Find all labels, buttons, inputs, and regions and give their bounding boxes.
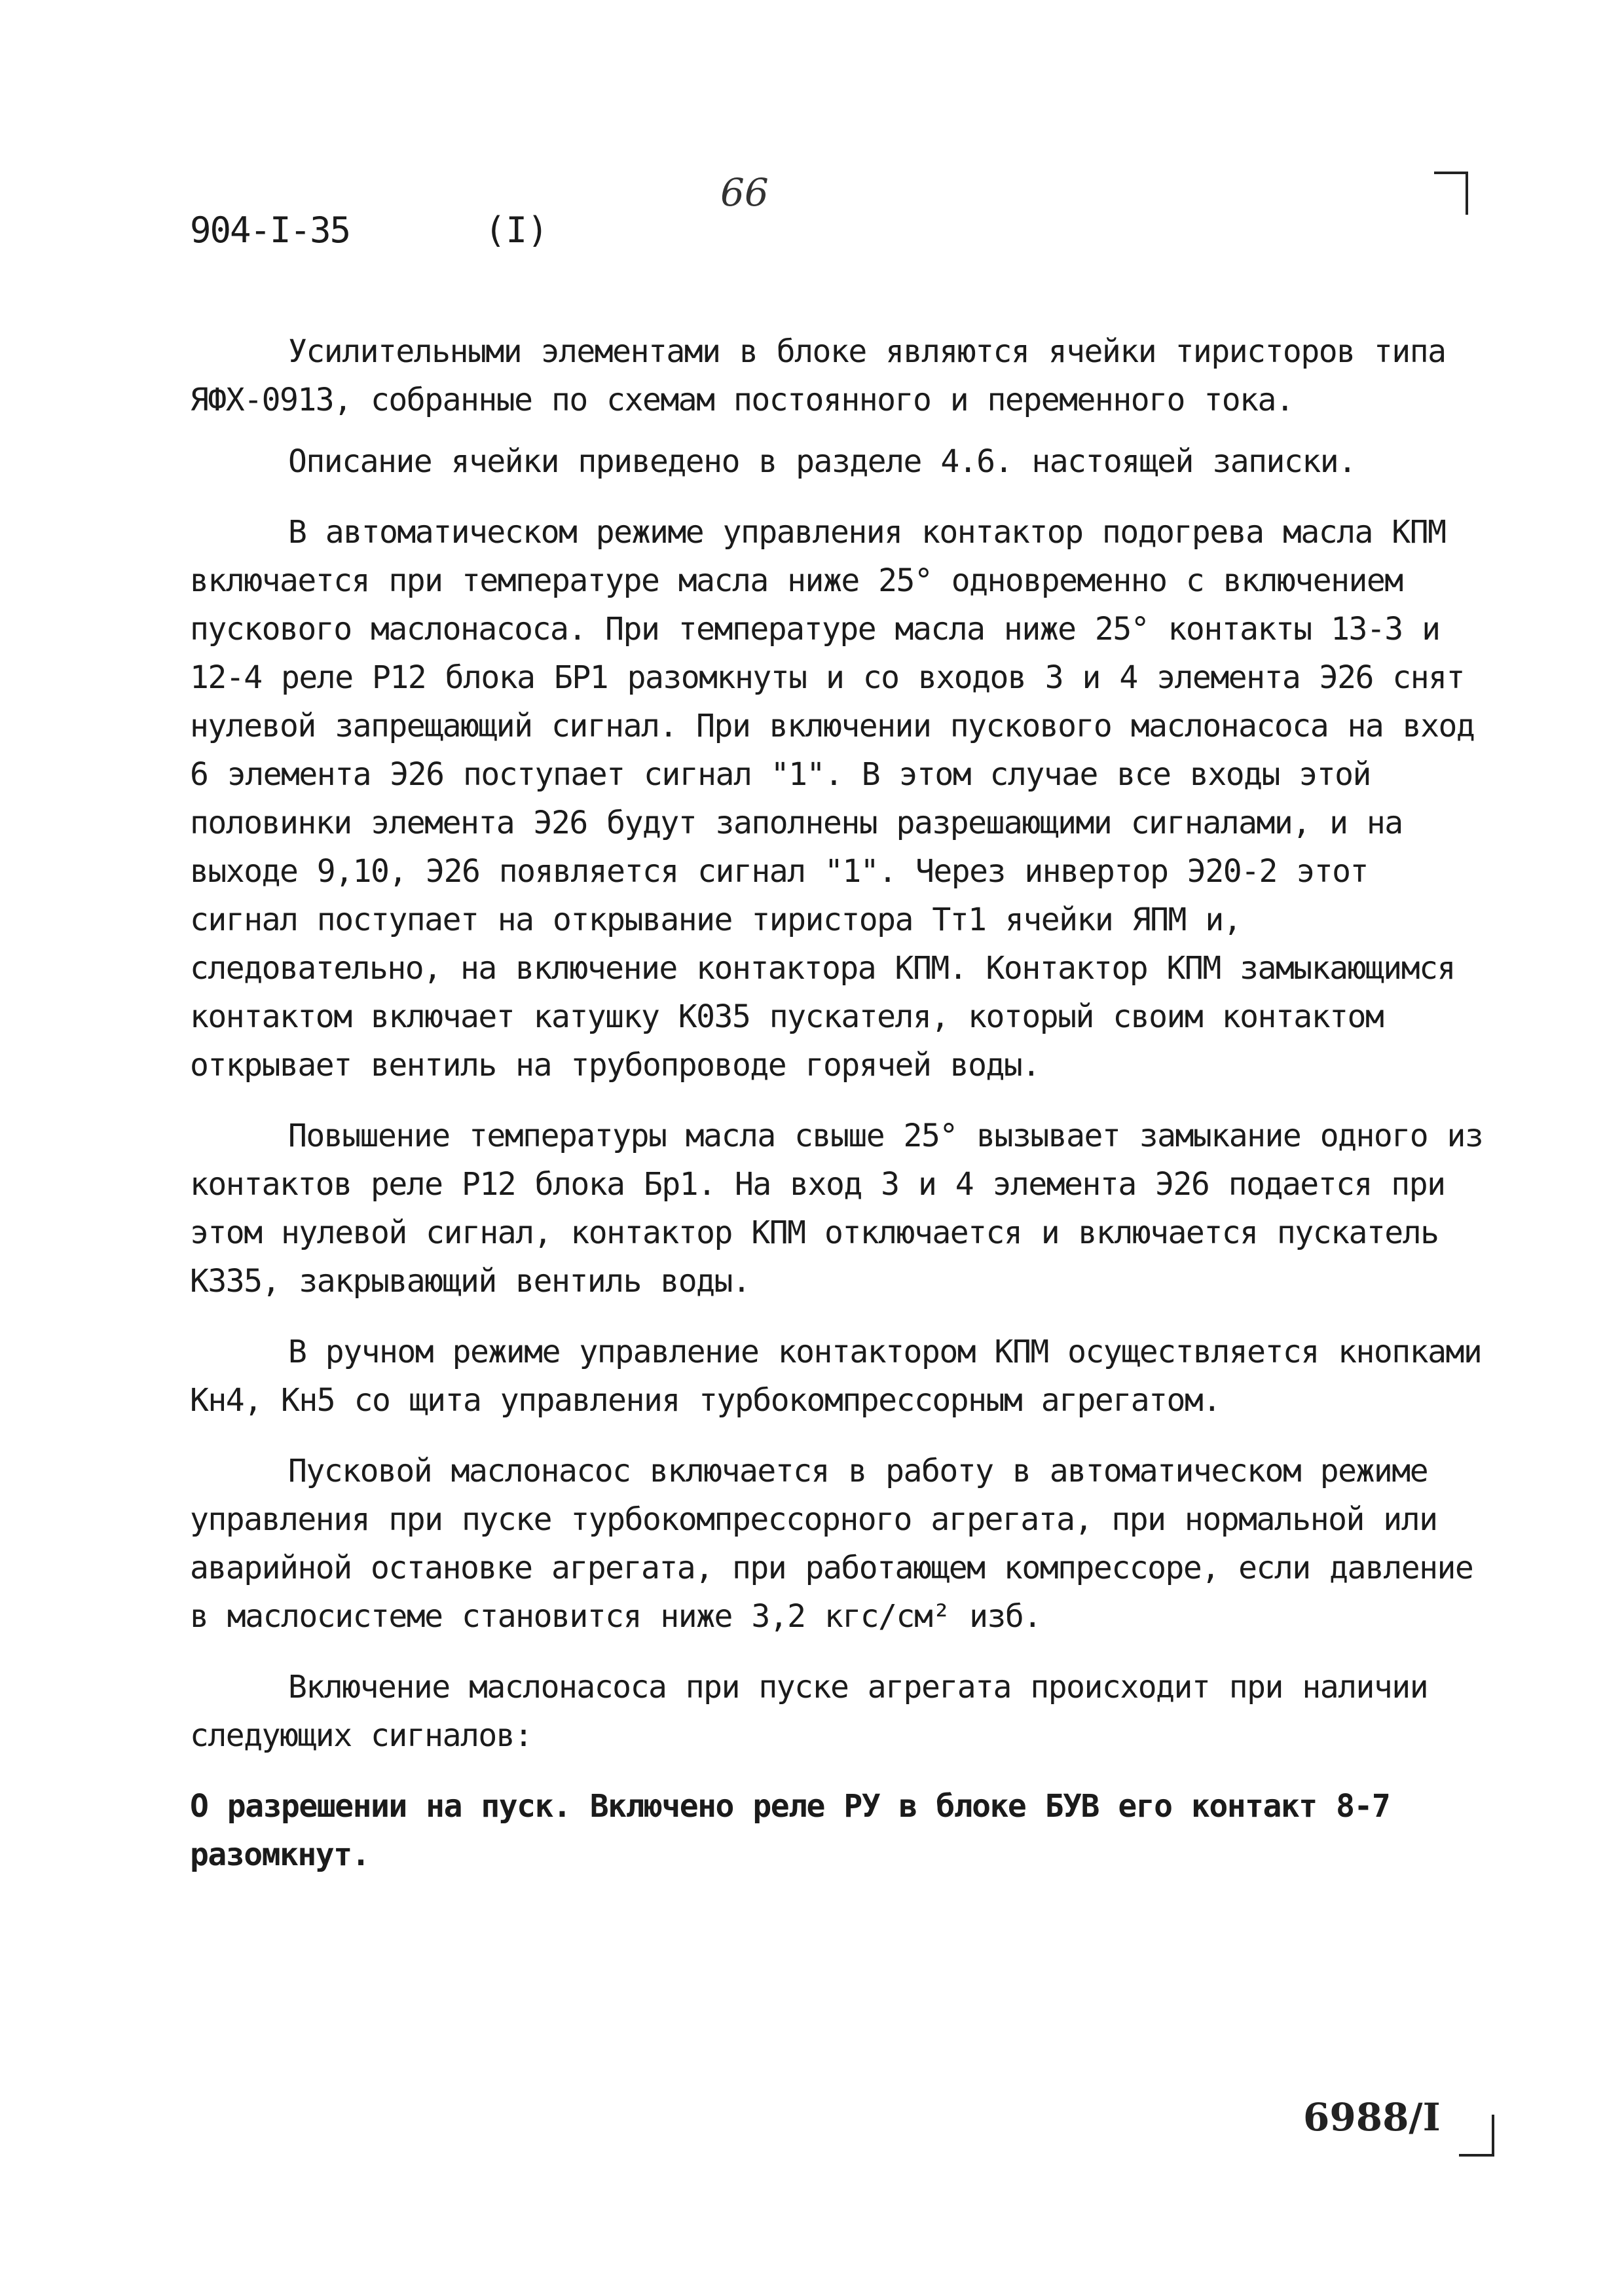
paragraph-cell-description: Описание ячейки приведено в разделе 4.6. настоящей записки. (288, 443, 1356, 480)
document-part: (I) (485, 210, 549, 251)
sheet-id: 6988/I (1303, 2095, 1441, 2140)
paragraph-start-permission: О разрешении на пуск. Включено реле РУ в блоке БУВ его контакт 8-7 разомкнут. (190, 1788, 1390, 1873)
document-code: 904-I-35 (190, 210, 350, 251)
body-text (190, 327, 1493, 1892)
paragraph-amplifier-elements: Усилительными элементами в блоке являются ячейки тиристоров типа ЯФХ-0913, собранные по схемам постоянного и переменного тока. (190, 333, 1446, 418)
paragraph-temperature-rise: Повышение температуры масла свыше 25° вызывает замыкание одного из контактов реле Р12 блока Бр1. На вход 3 и 4 элемента Э26 подается при этом нулевой сигнал, контактор КПМ отключается и включается пускатель К335, закрывающий вентиль воды. (190, 1118, 1483, 1300)
paragraph-start-pump: Пусковой маслонасос включается в работу в автоматическом режиме управления при пуске турбокомпрессорного агрегата, при нормальной или аварийной остановке агрегата, при работающем компрессоре, если давление в маслосистеме становится ниже 3,2 кгс/см² изб. (190, 1453, 1473, 1635)
corner-mark-top-right (1434, 172, 1468, 215)
paragraph-automatic-mode: В автоматическом режиме управления контактор подогрева масла КПМ включается при температуре масла ниже 25° одновременно с включением пускового маслонасоса. При температуре масла ниже 25° контакты 13-3 и 12-4 реле Р12 блока БР1 разомкнуты и со входов 3 и 4 элемента Э26 снят нулевой запрещающий сигнал. При включении пускового маслонасоса на вход 6 элемента Э26 поступает сигнал "1". В этом случае все входы этой половинки элемента Э26 будут заполнены разрешающими сигналами, и на выходе 9,10, Э26 появляется сигнал "1". Через инвертор Э20-2 этот сигнал поступает на открывание тиристора Тт1 ячейки ЯПМ и, следовательно, на включение контактора КПМ. Контактор КПМ замыкающимся контактом включает катушку К035 пускателя, который своим контактом открывает вентиль на трубопроводе горячей воды. (190, 514, 1475, 1084)
paragraph-manual-mode: В ручном режиме управление контактором КПМ осуществляется кнопками Кн4, Кн5 со щита управления турбокомпрессорным агрегатом. (190, 1334, 1482, 1419)
page-number: 66 (720, 170, 769, 215)
corner-mark-bottom-right (1459, 2115, 1494, 2157)
paragraph-pump-signals: Включение маслонасоса при пуске агрегата происходит при наличии следующих сигналов: (190, 1669, 1428, 1754)
